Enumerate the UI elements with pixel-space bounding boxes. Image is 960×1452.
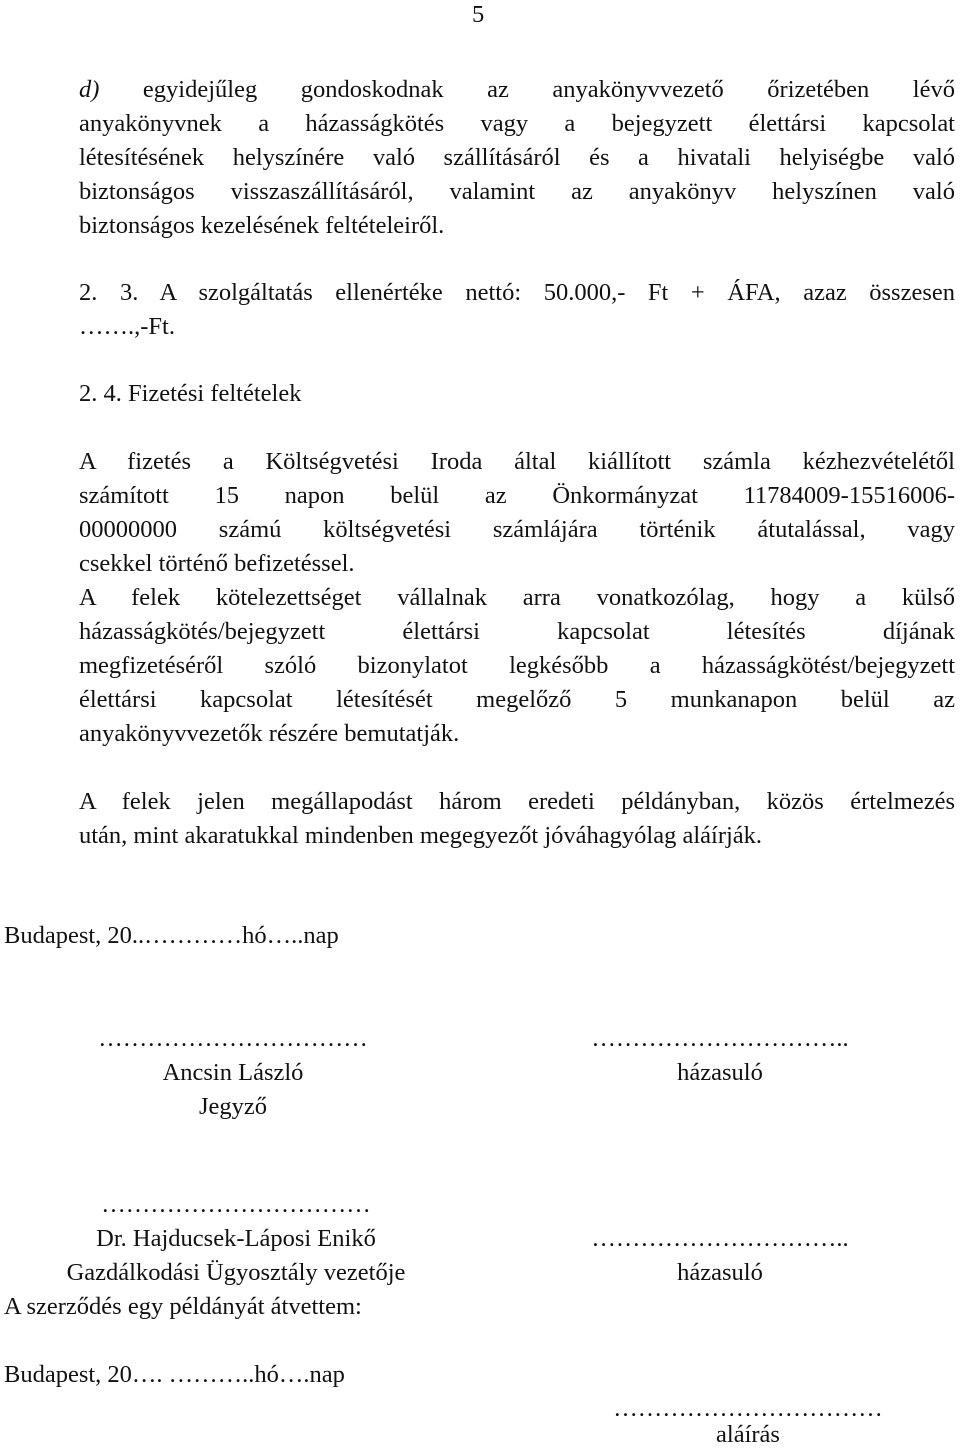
paragraph-d-line-1	[79, 73, 955, 107]
obligation-line-4: élettársi kapcsolat létesítését megelőző 5 munkanapon belül az	[79, 686, 955, 713]
signature-label: aláírás	[716, 1421, 780, 1448]
paragraph-d-line-3: létesítésének helyszínére való szállításáról és a hivatali helyiségbe való	[79, 144, 955, 171]
obligation-line-1: A felek kötelezettséget vállalnak arra vonatkozólag, hogy a külső	[79, 584, 955, 611]
payment-terms-line-4: csekkel történő befizetéssel.	[79, 550, 355, 577]
section-2-4-heading	[79, 377, 955, 411]
paragraph-d-marker: d)	[79, 76, 100, 103]
payment-terms-line-2: számított 15 napon belül az Önkormányzat 11784009-15516006-	[79, 482, 955, 509]
obligation-line-2: házasságkötés/bejegyzett élettársi kapcsolat létesítés díjának	[79, 618, 955, 645]
signer-role: házasuló	[677, 1059, 763, 1086]
signer-name: Ancsin László	[162, 1059, 304, 1086]
signature-line: …………………………..	[591, 1025, 849, 1052]
signature-line: ……………………………	[613, 1395, 883, 1422]
page-number: 5	[472, 1, 485, 28]
receipt-line: A szerződés egy példányát átvettem:	[4, 1293, 362, 1320]
signer-title: Jegyző	[198, 1093, 268, 1120]
signature-line: ……………………………	[101, 1191, 371, 1218]
section-2-3-line-2: …….,-Ft.	[79, 313, 175, 340]
closing-line-1: A felek jelen megállapodást három eredeti példányban, közös értelmezés	[79, 788, 955, 815]
signer-role: házasuló	[677, 1259, 763, 1286]
paragraph-d-line-1-text: egyidejűleg gondoskodnak az anyakönyvvezető őrizetében lévő	[99, 76, 955, 103]
obligation-paragraph	[79, 581, 955, 751]
obligation-line-3: megfizetéséről szóló bizonylatot legkésőbb a házasságkötést/bejegyzett	[79, 652, 955, 679]
paragraph-d-line-5: biztonságos kezelésének feltételeiről.	[79, 212, 445, 239]
signer-name: Dr. Hajducsek-Láposi Enikő	[96, 1225, 376, 1252]
paragraph-d	[79, 73, 955, 243]
paragraph-d-line-4: biztonságos visszaszállításáról, valamint az anyakönyv helyszínen való	[79, 178, 955, 205]
section-2-4-heading-text: 2. 4. Fizetési feltételek	[79, 380, 302, 407]
payment-terms-line-1: A fizetés a Költségvetési Iroda által kiállított számla kézhezvételétől	[79, 448, 955, 475]
closing-line-2: után, mint akaratukkal mindenben megegyezőt jóváhagyólag aláírják.	[79, 822, 763, 849]
payment-terms-paragraph	[79, 445, 955, 581]
date-line-1: Budapest, 20..…………hó…..nap	[4, 922, 339, 949]
closing-paragraph	[79, 785, 955, 853]
paragraph-d-line-2: anyakönyvnek a házasságkötés vagy a bejegyzett élettársi kapcsolat	[79, 110, 955, 137]
obligation-line-5: anyakönyvvezetők részére bemutatják.	[79, 720, 460, 747]
signature-line: ……………………………	[98, 1025, 368, 1052]
section-2-3	[79, 276, 955, 344]
signature-hazasulo-2	[560, 1222, 880, 1290]
signature-hazasulo-1	[560, 1022, 880, 1090]
signature-ugyosztaly-vezeto	[40, 1188, 432, 1290]
signature-alairas	[588, 1392, 908, 1452]
date-line-2: Budapest, 20…. ………..hó….nap	[4, 1361, 345, 1388]
signature-line: …………………………..	[591, 1225, 849, 1252]
signer-title: Gazdálkodási Ügyosztály vezetője	[66, 1259, 406, 1286]
section-2-3-line-1: 2. 3. A szolgáltatás ellenértéke nettó: 50.000,- Ft + ÁFA, azaz összesen	[79, 279, 955, 306]
payment-terms-line-3: 00000000 számú költségvetési számlájára történik átutalással, vagy	[79, 516, 955, 543]
signature-jegyzo	[74, 1022, 392, 1124]
